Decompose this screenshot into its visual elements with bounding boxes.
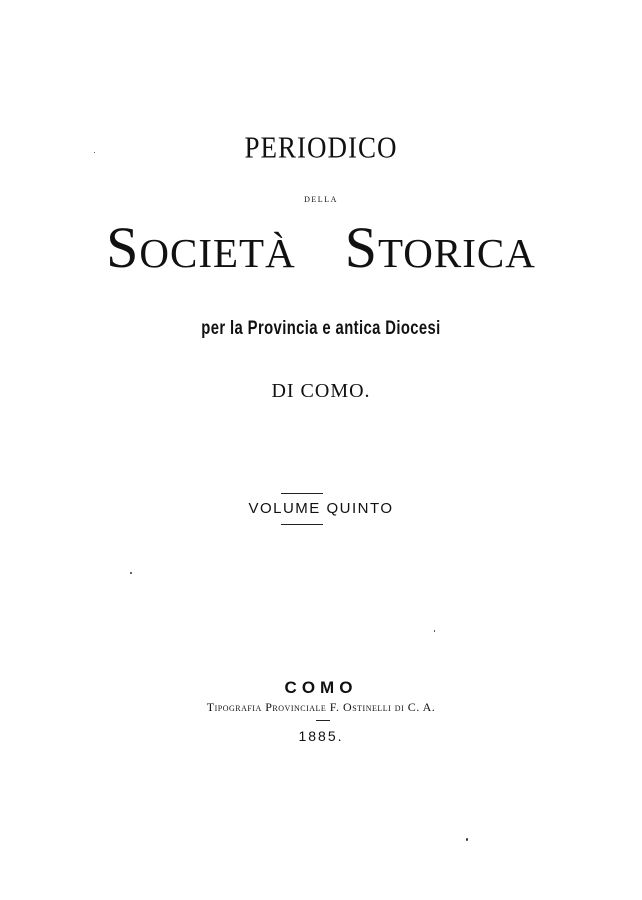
volume-label: VOLUME QUINTO — [248, 500, 394, 517]
paper-speck — [434, 630, 435, 632]
imprint-year: 1885. — [298, 728, 344, 744]
heading-periodico: PERIODICO — [244, 129, 398, 165]
storica-initial: S — [344, 215, 378, 280]
imprint-city: COMO — [284, 678, 358, 697]
heading-della: DELLA — [304, 195, 338, 204]
paper-speck — [130, 572, 132, 574]
heading-di-como: DI COMO. — [271, 380, 371, 402]
imprint-printer: Tipografia Provinciale F. Ostinelli di C. A. — [206, 700, 436, 714]
societa-initial: S — [106, 215, 140, 280]
heading-societa-storica — [0, 214, 642, 281]
rule-below-volume — [281, 524, 323, 525]
societa-rest: ocietà — [139, 215, 296, 280]
subtitle-provincia: per la Provincia e antica Diocesi — [201, 318, 441, 339]
paper-speck — [466, 838, 468, 841]
rule-above-year — [316, 720, 330, 721]
paper-speck — [94, 152, 95, 153]
storica-rest: torica — [377, 215, 536, 280]
rule-above-volume — [281, 493, 323, 494]
